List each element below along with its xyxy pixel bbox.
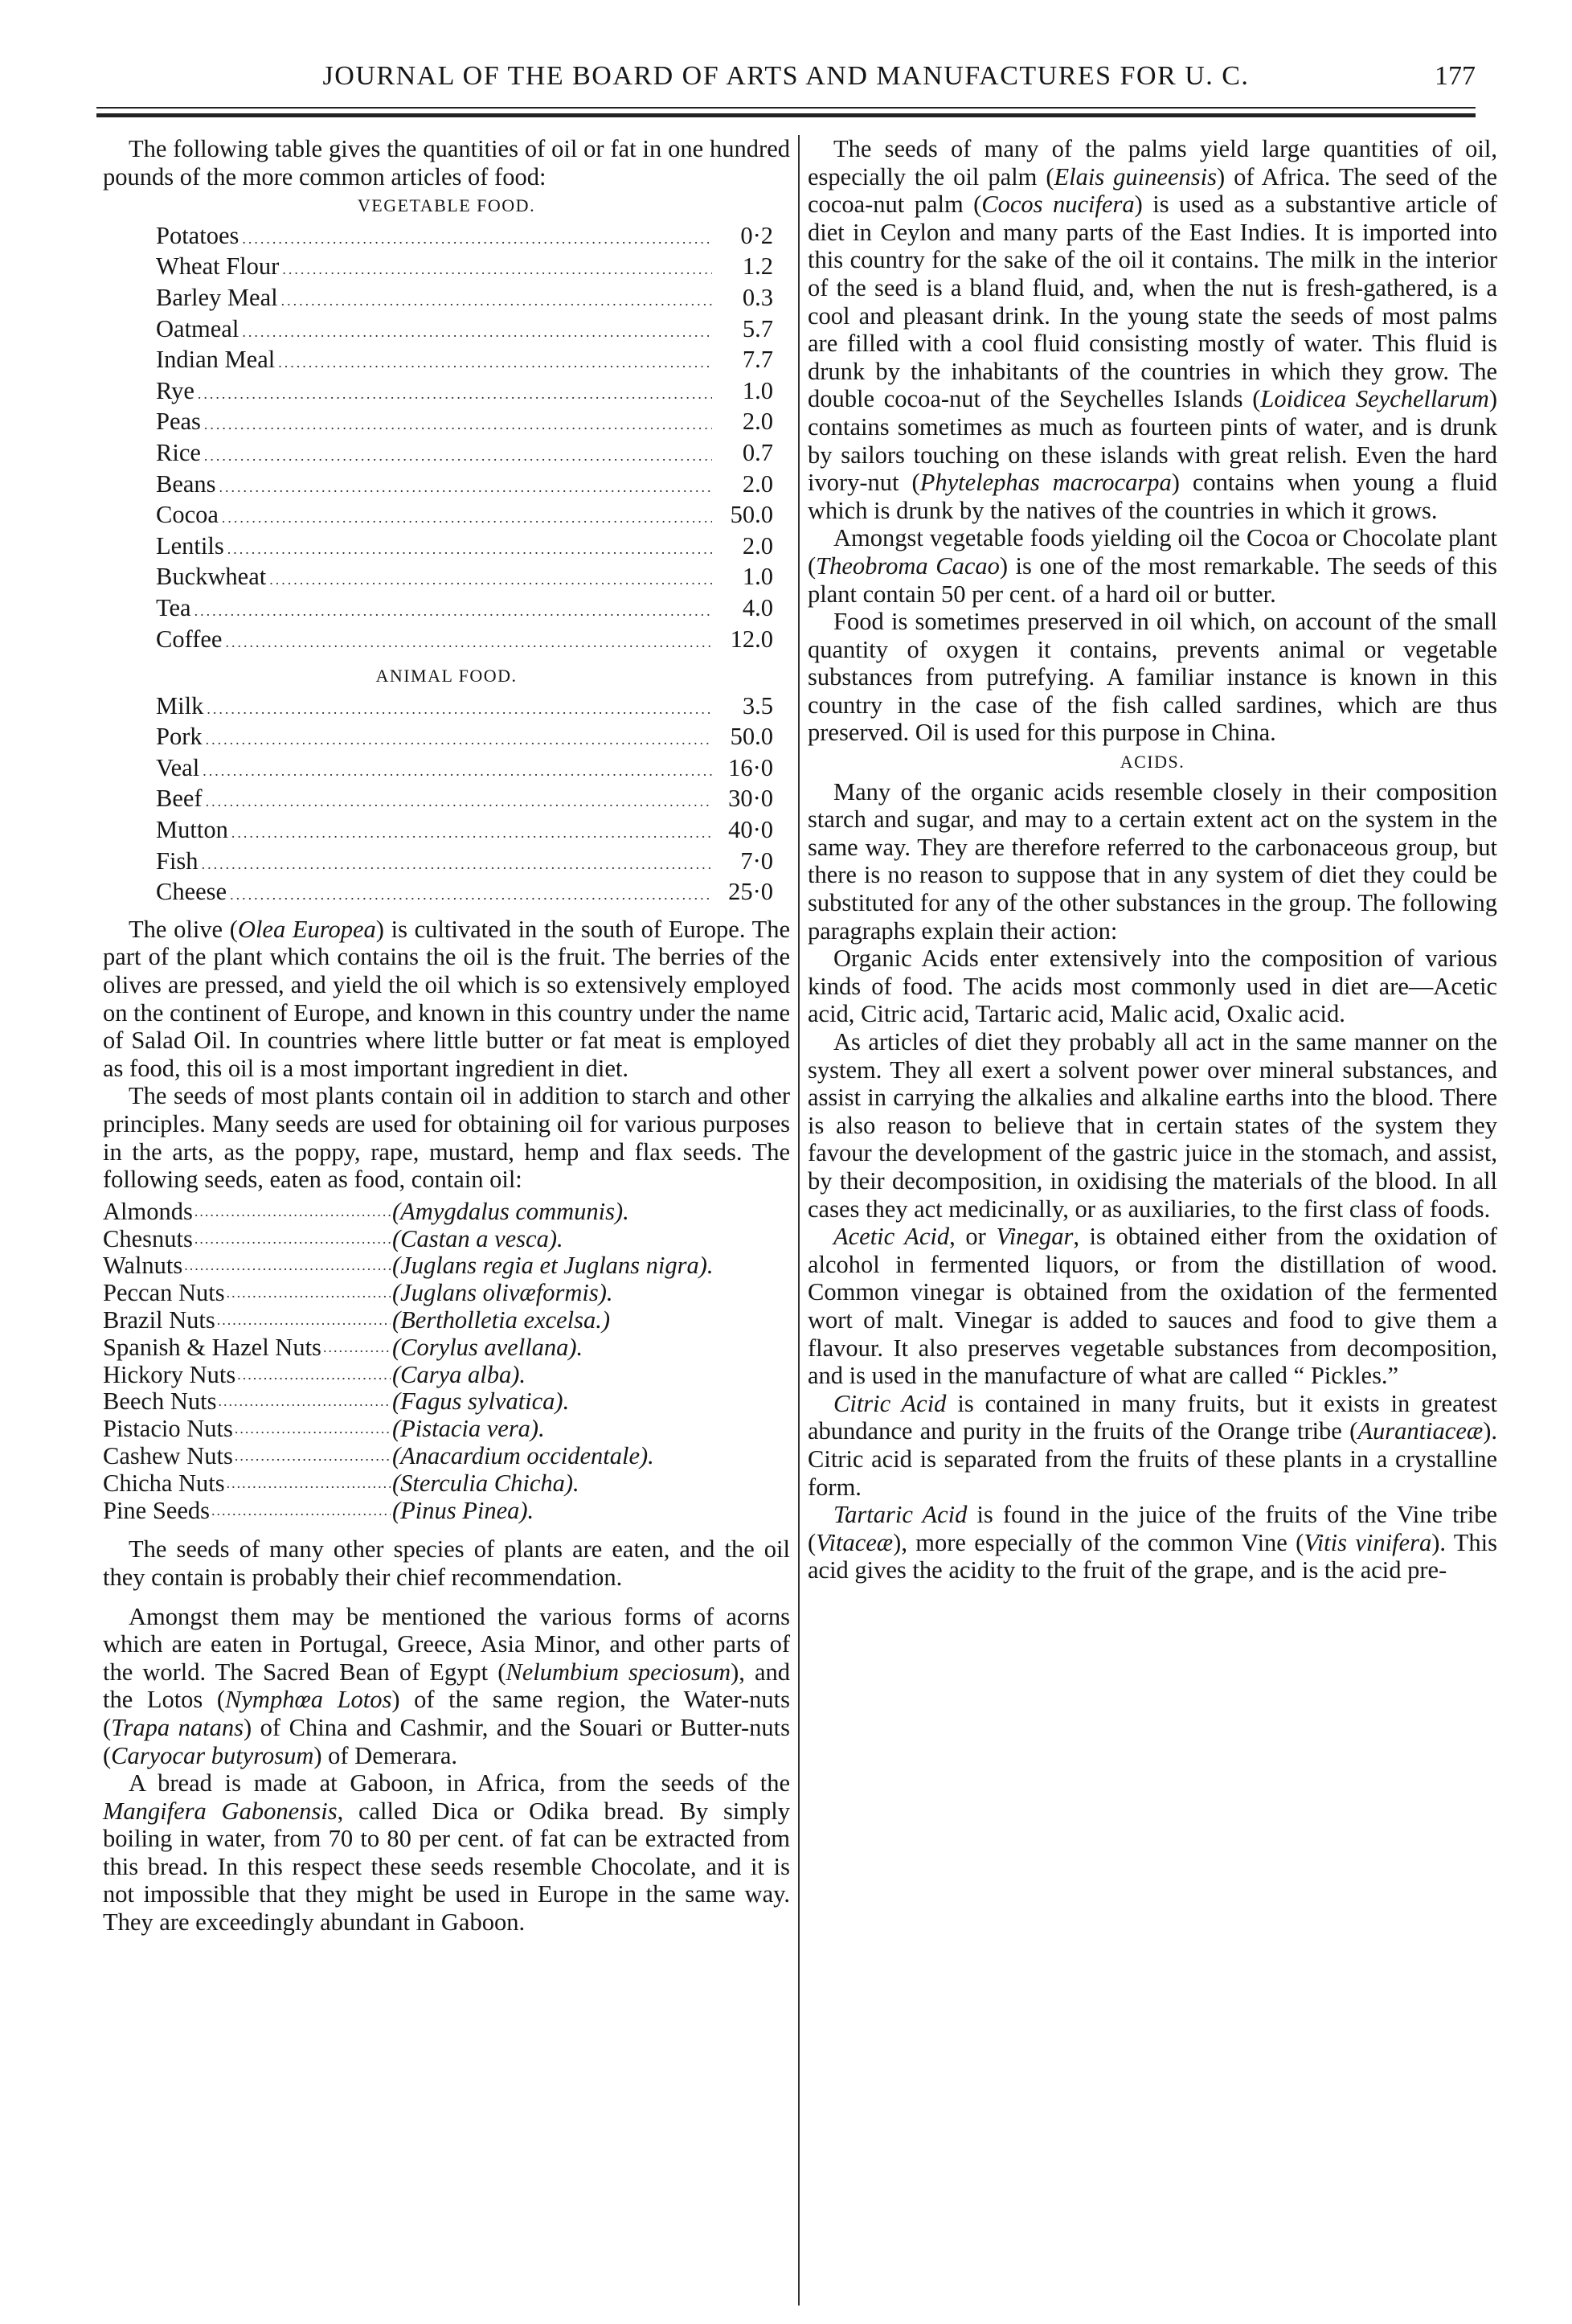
- leader-dots: [206, 726, 712, 754]
- paragraph-other-species: The seeds of many other species of plants are eaten, and the oil they contain is probably their chief recommendation.: [103, 1535, 790, 1591]
- seed-latin-name: (Juglans olivæformis).: [392, 1279, 613, 1307]
- table-row: [156, 723, 778, 754]
- leader-dots: [219, 473, 712, 502]
- leader-dots: [269, 566, 712, 594]
- food-name: Buckwheat: [156, 563, 267, 591]
- page-number: 177: [1435, 61, 1476, 91]
- seed-latin-name: (Bertholletia excelsa.): [392, 1305, 611, 1334]
- leader-dots: [235, 1416, 391, 1443]
- list-item: [103, 1226, 790, 1253]
- table-row: [156, 252, 778, 284]
- leader-dots: [227, 1280, 391, 1307]
- list-item: [103, 1252, 790, 1280]
- leader-dots: [194, 1199, 391, 1226]
- oil-quantity: 4.0: [742, 593, 773, 621]
- table-row: [156, 377, 778, 408]
- seed-latin-name: (Pistacia vera).: [392, 1415, 545, 1443]
- seed-name: Brazil Nuts: [103, 1305, 215, 1334]
- food-name: Oatmeal: [156, 314, 239, 342]
- leader-dots: [218, 1388, 391, 1416]
- leader-dots: [184, 1252, 391, 1280]
- leader-dots: [323, 1334, 391, 1362]
- seed-name: Pine Seeds: [103, 1496, 211, 1524]
- oil-quantity: 1.0: [742, 376, 773, 404]
- table-row: [156, 408, 778, 439]
- animal-food-heading: ANIMAL FOOD.: [375, 666, 518, 687]
- leader-dots: [222, 504, 712, 532]
- seed-name: Pistacio Nuts: [103, 1415, 233, 1443]
- oil-seeds-list: [103, 1199, 790, 1525]
- leader-dots: [242, 225, 712, 253]
- leader-dots: [194, 1226, 391, 1253]
- oil-quantity: 50.0: [730, 501, 773, 529]
- table-row: [156, 625, 778, 657]
- table-row: [156, 315, 778, 346]
- food-name: Indian Meal: [156, 346, 276, 374]
- table-row: [156, 470, 778, 502]
- food-name: Beef: [156, 785, 203, 813]
- seed-latin-name: (Pinus Pinea).: [392, 1496, 534, 1524]
- paragraph-cocoa: Amongst vegetable foods yielding oil the Cocoa or Chocolate plant (Theobroma Cacao) is one of the most remarkable. The seeds of this plant contain 50 per cent. of a hard oil or butter.: [808, 524, 1497, 608]
- paragraph-acetic-acid: Acetic Acid, or Vinegar, is obtained either from the oxidation of alcohol in fermented liquors, or from the distillation of wood. Common vinegar is obtained from the oxidation of the fermented wort of malt. Vinegar is added to sauces and food to give them a flavour. It also preserves vegetable substances from decomposition, and is used in the manufacture of what are called “ Pickles.”: [808, 1223, 1497, 1390]
- animal-food-table: [103, 692, 778, 909]
- table-row: [156, 847, 778, 879]
- oil-quantity: 1.0: [742, 563, 773, 591]
- leader-dots: [203, 757, 712, 785]
- vegetable-food-table: [103, 222, 778, 656]
- oil-quantity: 7·0: [740, 846, 773, 875]
- oil-quantity: 5.7: [742, 314, 773, 342]
- seed-latin-name: (Carya alba).: [392, 1360, 526, 1388]
- oil-quantity: 50.0: [730, 723, 773, 751]
- oil-quantity: 1.2: [742, 252, 773, 281]
- leader-dots: [282, 256, 712, 284]
- oil-quantity: 25·0: [728, 878, 773, 906]
- leader-dots: [207, 695, 712, 723]
- oil-quantity: 12.0: [730, 625, 773, 653]
- list-item: [103, 1416, 790, 1443]
- journal-title: JOURNAL OF THE BOARD OF ARTS AND MANUFACTURES FOR U. C.: [322, 61, 1250, 91]
- paragraph-acids: Many of the organic acids resemble closely in their composition starch and sugar, and may to a certain extent act on the system in the same way. They are therefore referred to the carbonaceous group, but there is no reason to suppose that in any system of diet they could be substituted for any of the other substances in the group. The following paragraphs explain their action:: [808, 777, 1497, 945]
- seed-name: Almonds: [103, 1197, 193, 1225]
- food-name: Tea: [156, 593, 191, 621]
- seed-name: Peccan Nuts: [103, 1279, 225, 1307]
- right-column: [808, 135, 1497, 2292]
- column-divider: [798, 135, 800, 2306]
- seed-latin-name: (Castan a vesca).: [392, 1224, 563, 1252]
- food-name: Barley Meal: [156, 283, 278, 311]
- paragraph-tartaric-acid: Tartaric Acid is found in the juice of the fruits of the Vine tribe (Vitaceæ), more especially of the common Vine (Vitis vinifera). This acid gives the acidity to the fruit of the grape, and is the acid pre-: [808, 1501, 1497, 1584]
- food-name: Beans: [156, 469, 216, 498]
- oil-quantity: 3.5: [742, 691, 773, 719]
- table-row: [156, 284, 778, 315]
- seed-latin-name: (Anacardium occidentale).: [392, 1441, 654, 1469]
- running-header: [96, 61, 1476, 96]
- food-name: Wheat Flour: [156, 252, 280, 281]
- leader-dots: [235, 1443, 391, 1470]
- food-name: Mutton: [156, 816, 228, 844]
- oil-quantity: 2.0: [742, 408, 773, 436]
- leader-dots: [202, 850, 712, 879]
- seed-latin-name: (Sterculia Chicha).: [392, 1469, 579, 1497]
- food-name: Cocoa: [156, 501, 219, 529]
- food-name: Veal: [156, 753, 200, 781]
- paragraph-preserved-in-oil: Food is sometimes preserved in oil which, on account of the small quantity of oxygen it contains, prevents animal or vegetable substances from putrefying. A familiar instance is known in this country in the case of the fish called sardines, which are thus preserved. Oil is used for this purpose in China.: [808, 608, 1497, 747]
- seed-name: Cashew Nuts: [103, 1441, 233, 1469]
- food-name: Potatoes: [156, 221, 239, 249]
- food-name: Fish: [156, 846, 199, 875]
- seed-name: Spanish & Hazel Nuts: [103, 1333, 321, 1361]
- leader-dots: [278, 349, 712, 377]
- leader-dots: [242, 318, 712, 346]
- food-name: Pork: [156, 723, 203, 751]
- acids-heading: ACIDS.: [1120, 752, 1185, 773]
- leader-dots: [237, 1362, 391, 1389]
- oil-quantity: 2.0: [742, 469, 773, 498]
- leader-dots: [231, 819, 712, 847]
- leader-dots: [211, 1498, 391, 1525]
- seed-name: Walnuts: [103, 1252, 183, 1280]
- list-item: [103, 1362, 790, 1389]
- list-item: [103, 1280, 790, 1307]
- table-row: [156, 692, 778, 723]
- list-item: [103, 1307, 790, 1334]
- table-row: [156, 754, 778, 785]
- oil-quantity: 7.7: [742, 346, 773, 374]
- table-row: [156, 594, 778, 625]
- seed-latin-name: (Juglans regia et Juglans nigra).: [392, 1252, 714, 1280]
- list-item: [103, 1334, 790, 1362]
- leader-dots: [194, 597, 712, 625]
- table-intro: The following table gives the quantities of oil or fat in one hundred pounds of the more common articles of food:: [103, 135, 790, 191]
- header-rule-thick: [96, 113, 1476, 117]
- table-row: [156, 816, 778, 847]
- leader-dots: [225, 629, 712, 657]
- oil-quantity: 30·0: [728, 785, 773, 813]
- list-item: [103, 1388, 790, 1416]
- table-row: [156, 439, 778, 470]
- seed-name: Beech Nuts: [103, 1387, 217, 1416]
- list-item: [103, 1498, 790, 1525]
- food-name: Peas: [156, 408, 201, 436]
- table-row: [156, 222, 778, 253]
- leader-dots: [198, 380, 712, 408]
- seed-name: Hickory Nuts: [103, 1360, 236, 1388]
- vegetable-food-heading: VEGETABLE FOOD.: [357, 195, 536, 216]
- paragraph-olive: The olive (Olea Europea) is cultivated in the south of Europe. The part of the plant which contains the oil is the fruit. The berries of the olives are pressed, and yield the oil which is so extensively employed on the continent of Europe, and known in this country under the name of Salad Oil. In countries where little butter or fat meat is employed as food, this oil is a most important ingredient in diet.: [103, 915, 791, 1082]
- paragraph-articles-of-diet: As articles of diet they probably all act in the same manner on the system. They all exert a solvent power over mineral substances, and assist in carrying the alkalies and alkaline earths into the blood. There is also reason to believe that in certain states of the system they favour the development of the gastric juice in the stomach, and assist, by their decomposition, in oxidising the materials of the blood. In all cases they act medicinally, or as auxiliaries, to the first class of foods.: [808, 1028, 1497, 1223]
- table-row: [156, 532, 778, 564]
- oil-quantity: 2.0: [742, 531, 773, 559]
- oil-quantity: 0.7: [742, 438, 773, 466]
- paragraph-organic-acids: Organic Acids enter extensively into the composition of various kinds of food. The acids most commonly used in diet are—Acetic acid, Citric acid, Tartaric acid, Malic acid, Oxalic acid.: [808, 945, 1497, 1028]
- seed-name: Chicha Nuts: [103, 1469, 225, 1497]
- leader-dots: [206, 788, 712, 816]
- paragraph-palms: The seeds of many of the palms yield large quantities of oil, especially the oil palm (Elais guineensis) of Africa. The seed of the cocoa-nut palm (Cocos nucifera) is used as a substantive article of diet in Ceylon and many parts of the East Indies. It is imported into this country for the sake of the oil it contains. The milk in the interior of the seed is a bland fluid, and, when the nut is fresh-gathered, is a cool and pleasant drink. In the young state the seeds of most palms are filled with a cool fluid consisting mostly of water. This fluid is drunk by the inhabitants of the countries in which they grow. The double cocoa-nut of the Seychelles Islands (Loidicea Seychellarum) contains sometimes as much as fourteen pints of water, and is drunk by sailors touching on these islands with great relish. Even the hard ivory-nut (Phytelephas macrocarpa) contains when young a fluid which is drunk by the natives of the countries in which it grows.: [808, 135, 1497, 524]
- food-name: Coffee: [156, 625, 223, 653]
- list-item: [103, 1470, 790, 1498]
- table-row: [156, 785, 778, 816]
- leader-dots: [204, 442, 712, 470]
- seed-latin-name: (Fagus sylvatica).: [392, 1387, 570, 1416]
- oil-quantity: 40·0: [728, 816, 773, 844]
- table-row: [156, 878, 778, 909]
- leader-dots: [217, 1307, 391, 1334]
- food-name: Cheese: [156, 878, 227, 906]
- list-item: [103, 1199, 790, 1226]
- table-row: [156, 346, 778, 377]
- paragraph-seeds: The seeds of most plants contain oil in addition to starch and other principles. Many seeds are used for obtaining oil for various purposes in the arts, as the poppy, rape, mustard, hemp and flax seeds. The following seeds, eaten as food, contain oil:: [103, 1082, 790, 1194]
- left-column: [103, 135, 790, 2292]
- food-name: Rye: [156, 376, 194, 404]
- leader-dots: [281, 287, 712, 315]
- seed-latin-name: (Amygdalus communis).: [392, 1197, 629, 1225]
- seed-latin-name: (Corylus avellana).: [392, 1333, 583, 1361]
- table-row: [156, 501, 778, 532]
- leader-dots: [204, 411, 712, 439]
- paragraph-acorns: Amongst them may be mentioned the various forms of acorns which are eaten in Portugal, Greece, Asia Minor, and other parts of the world. The Sacred Bean of Egypt (Nelumbium speciosum), and the Lotos (Nymphœa Lotos) of the same region, the Water-nuts (Trapa natans) of China and Cashmir, and the Souari or Butter-nuts (Caryocar butyrosum) of Demerara.: [103, 1602, 790, 1769]
- paragraph-gaboon-bread: A bread is made at Gaboon, in Africa, from the seeds of the Mangifera Gabonensis, called Dica or Odika bread. By simply boiling in water, from 70 to 80 per cent. of fat can be extracted from this bread. In this respect these seeds resemble Chocolate, and it is not impossible that they might be used in Europe in the same way. They are exceedingly abundant in Gaboon.: [103, 1769, 790, 1937]
- paragraph-citric-acid: Citric Acid is contained in many fruits, but it exists in greatest abundance and purity in the fruits of the Orange tribe (Aurantiaceæ). Citric acid is separated from the fruits of these plants in a crystalline form.: [808, 1389, 1497, 1501]
- oil-quantity: 16·0: [728, 753, 773, 781]
- table-row: [156, 563, 778, 594]
- oil-quantity: 0.3: [742, 283, 773, 311]
- food-name: Rice: [156, 438, 201, 466]
- leader-dots: [227, 1470, 391, 1498]
- oil-quantity: 0·2: [740, 221, 773, 249]
- food-name: Lentils: [156, 531, 224, 559]
- food-name: Milk: [156, 691, 204, 719]
- leader-dots: [227, 535, 712, 564]
- seed-name: Chesnuts: [103, 1224, 193, 1252]
- header-rule-thin: [96, 107, 1476, 109]
- list-item: [103, 1443, 790, 1470]
- leader-dots: [230, 881, 712, 909]
